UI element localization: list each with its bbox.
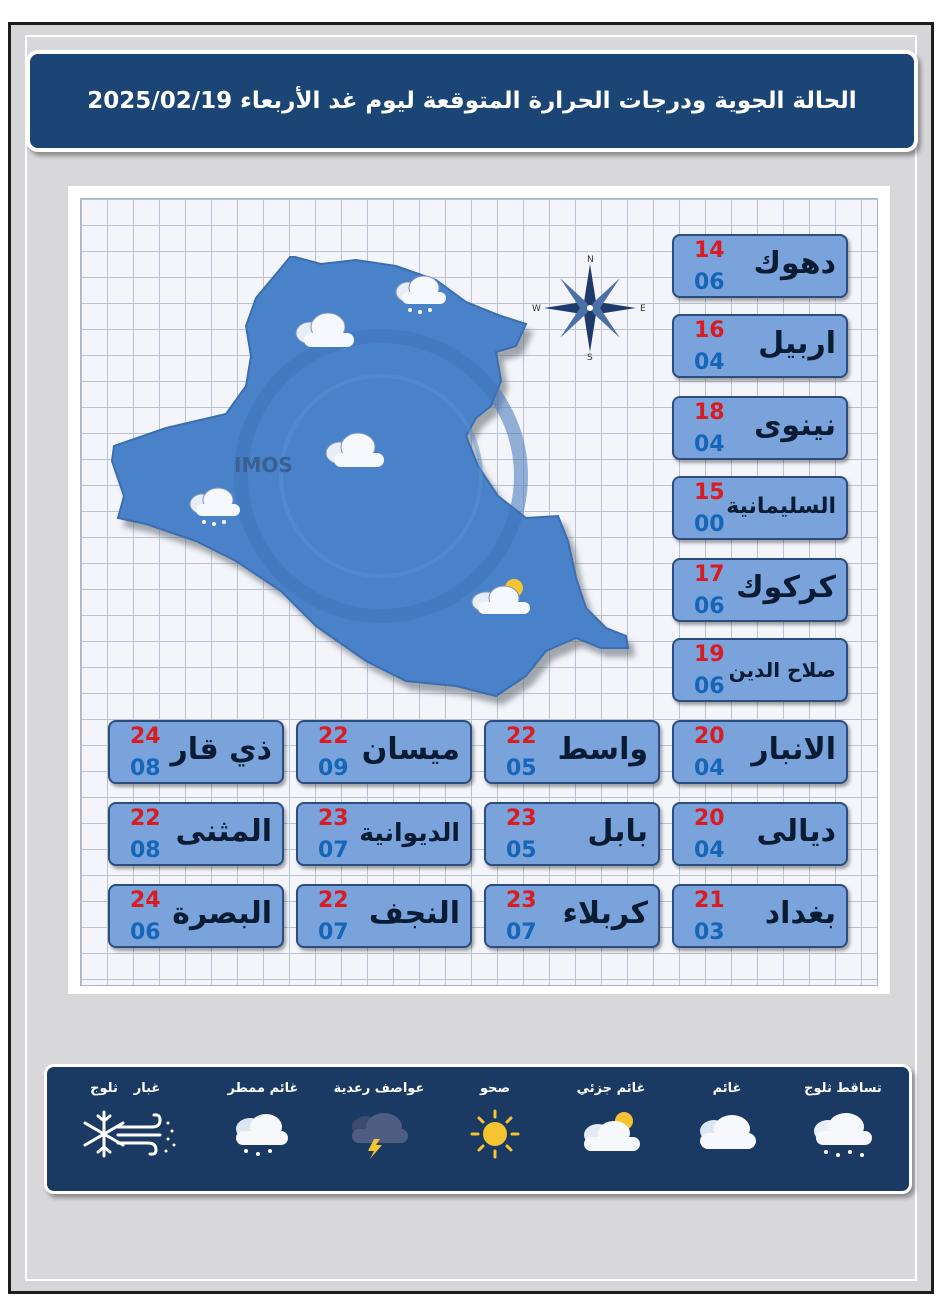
legend-item-cloudy (667, 1081, 787, 1159)
compass-w: W (532, 304, 541, 314)
high-temp: 23 (506, 806, 537, 831)
city-name: دهوك (753, 246, 836, 281)
legend-label: غبار (133, 1081, 161, 1096)
sunny-icon (460, 1109, 530, 1159)
city-name: ديالى (756, 814, 836, 849)
low-temp: 03 (694, 920, 725, 945)
low-temp: 06 (130, 920, 161, 945)
city-name: نينوى (753, 408, 836, 443)
legend-label: غائم (712, 1081, 742, 1096)
low-temp: 06 (694, 270, 725, 295)
title-banner (26, 50, 918, 152)
city-card-diyala (672, 802, 848, 866)
city-card-karbala (484, 884, 660, 948)
legend-item-partly-cloudy (551, 1081, 671, 1159)
low-temp: 07 (506, 920, 537, 945)
city-card-dhiqar (108, 720, 284, 784)
legend-item-rainy-cloud (203, 1081, 323, 1159)
city-name: ذي قار (170, 732, 272, 767)
city-name: كركوك (736, 570, 836, 605)
city-name: الانبار (751, 732, 836, 767)
legend-label: غائم جزئي (576, 1081, 646, 1096)
snowflake-icon (74, 1109, 134, 1159)
high-temp: 22 (506, 724, 537, 749)
rainy-cloud-icon (228, 1109, 298, 1159)
city-name: الديوانية (359, 818, 460, 847)
city-card-maysan (296, 720, 472, 784)
high-temp: 18 (694, 400, 725, 425)
low-temp: 00 (694, 512, 725, 537)
high-temp: 21 (694, 888, 725, 913)
low-temp: 05 (506, 838, 537, 863)
city-card-baghdad (672, 884, 848, 948)
city-card-nineveh (672, 396, 848, 460)
low-temp: 04 (694, 432, 725, 457)
low-temp: 06 (694, 594, 725, 619)
high-temp: 24 (130, 724, 161, 749)
low-temp: 08 (130, 838, 161, 863)
compass-n: N (587, 255, 594, 265)
low-temp: 07 (318, 838, 349, 863)
city-card-muthanna (108, 802, 284, 866)
partly-cloudy-icon (576, 1109, 646, 1159)
city-name: كربلاء (562, 896, 648, 931)
city-card-dohuk (672, 234, 848, 298)
weather-legend (44, 1064, 912, 1194)
high-temp: 24 (130, 888, 161, 913)
snowfall-icon (808, 1109, 878, 1159)
city-card-diwaniyah (296, 802, 472, 866)
high-temp: 23 (506, 888, 537, 913)
city-card-najaf (296, 884, 472, 948)
thunderstorm-icon (344, 1109, 414, 1159)
city-card-kirkuk (672, 558, 848, 622)
high-temp: 22 (318, 888, 349, 913)
compass-rose (530, 252, 650, 362)
city-card-erbil (672, 314, 848, 378)
map-watermark: IMOS (234, 453, 293, 477)
low-temp: 08 (130, 756, 161, 781)
low-temp: 04 (694, 350, 725, 375)
low-temp: 05 (506, 756, 537, 781)
city-card-wasit (484, 720, 660, 784)
legend-item-thunderstorm (319, 1081, 439, 1159)
legend-item-snowfall (783, 1081, 903, 1159)
low-temp: 04 (694, 838, 725, 863)
high-temp: 17 (694, 562, 725, 587)
city-name: ميسان (361, 732, 460, 767)
city-name: بغداد (764, 896, 836, 931)
city-card-anbar (672, 720, 848, 784)
high-temp: 14 (694, 238, 725, 263)
legend-label: تساقط ثلوج (804, 1081, 882, 1096)
low-temp: 04 (694, 756, 725, 781)
city-name: السليمانية (726, 494, 836, 519)
legend-label: ثلوج (90, 1081, 118, 1096)
legend-label: صحو (479, 1081, 511, 1096)
compass-e: E (640, 304, 646, 314)
low-temp: 06 (694, 674, 725, 699)
city-card-salahaddin (672, 638, 848, 702)
low-temp: 07 (318, 920, 349, 945)
high-temp: 15 (694, 480, 725, 505)
legend-item-sunny (435, 1081, 555, 1159)
city-name: البصرة (172, 896, 272, 931)
city-name: صلاح الدين (728, 658, 836, 682)
legend-label: غائم ممطر (227, 1081, 299, 1096)
city-card-basra (108, 884, 284, 948)
high-temp: 23 (318, 806, 349, 831)
city-card-sulaymaniyah (672, 476, 848, 540)
city-name: اربيل (758, 326, 836, 361)
city-card-babil (484, 802, 660, 866)
high-temp: 22 (318, 724, 349, 749)
legend-item-snow (45, 1081, 163, 1159)
map-panel (68, 186, 890, 994)
high-temp: 22 (130, 806, 161, 831)
high-temp: 20 (694, 806, 725, 831)
low-temp: 09 (318, 756, 349, 781)
city-name: بابل (587, 814, 648, 849)
legend-label: عواصف رعدية (333, 1081, 425, 1096)
city-name: المثنى (175, 814, 272, 849)
city-name: واسط (557, 732, 648, 767)
page-title: الحالة الجوية ودرجات الحرارة المتوقعة ليوم غد الأربعاء 2025/02/19 (87, 88, 857, 114)
high-temp: 20 (694, 724, 725, 749)
cloudy-icon (692, 1109, 762, 1159)
high-temp: 16 (694, 318, 725, 343)
city-name: النجف (368, 896, 460, 931)
high-temp: 19 (694, 642, 725, 667)
compass-s: S (587, 353, 593, 362)
